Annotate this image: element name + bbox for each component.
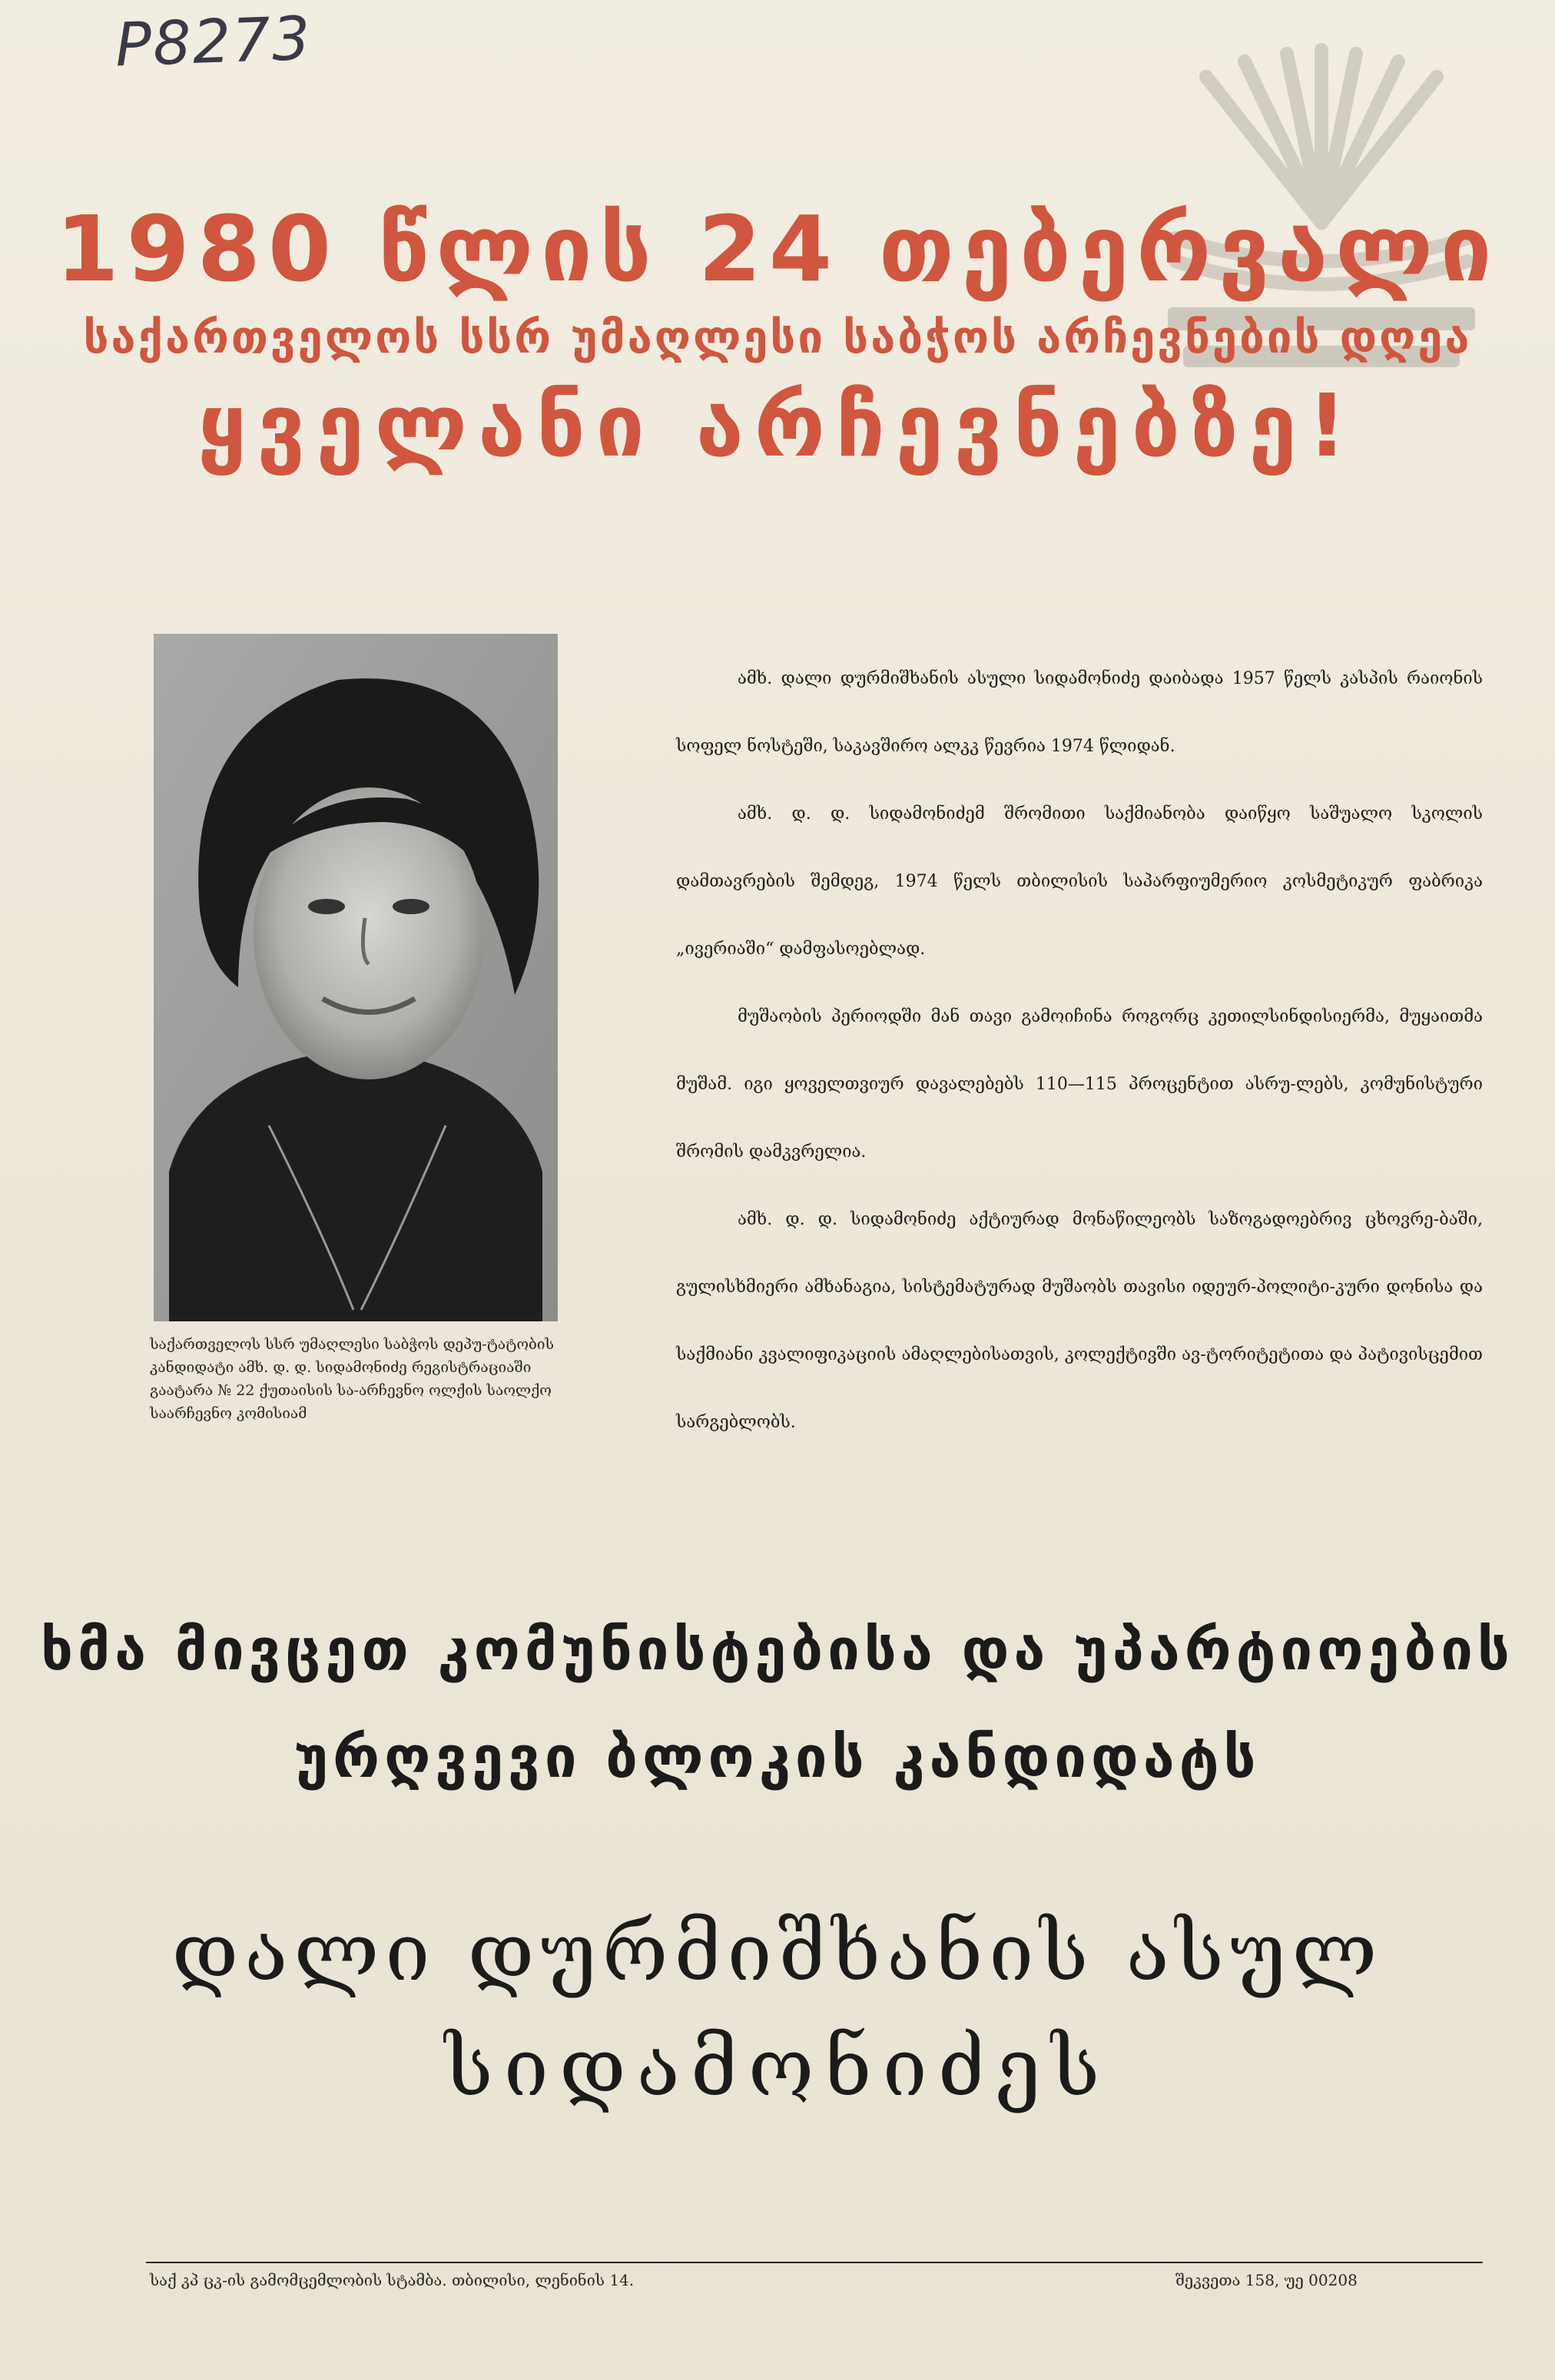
- printer-imprint: საქ კპ ცკ-ის გამომცემლობის სტამბა. თბილისი, ლენინის 14.: [150, 2271, 635, 2289]
- photo-caption: საქართველოს სსრ უმაღლესი საბჭოს დეპუ-ტატობის კანდიდატი ამხ. დ. დ. სიდამონიძე რეგისტრაციაში გაატარა № 22 ქუთაისის სა-არჩევნო ოლქის საოლქო საარჩევნო კომისიამ: [150, 1336, 555, 1422]
- candidate-photo: [154, 634, 558, 1321]
- bio-paragraph: მუშაობის პერიოდში მან თავი გამოიჩინა როგორც კეთილსინდისიერმა, მუყაითმა მუშამ. იგი ყოველთვიურ დავალებებს 110—115 პროცენტით ასრუ-ლებს, კომუნისტური შრომის დამკვრელია.: [676, 1007, 1483, 1162]
- headline-election-day: საქართველოს სსრ უმაღლესი საბჭოს არჩევნების დღეა: [83, 311, 1472, 363]
- archive-number: P8273: [114, 4, 313, 81]
- slogan-line-2: ურღვევი ბლოკის კანდიდატს: [294, 1725, 1261, 1791]
- candidate-name-line-2: სიდამონიძეს: [444, 2020, 1111, 2114]
- bio-paragraph: ამხ. დ. დ. სიდამონიძემ შრომითი საქმიანობა დაიწყო საშუალო სკოლის დამთავრების შემდეგ, 1974 წელს თბილისის საპარფიუმერიო კოსმეტიკურ ფაბრიკა „ივერიაში“ დამფასოებლად.: [676, 804, 1483, 959]
- headline-date: 1980 წლის 24 თებერვალი: [55, 196, 1500, 302]
- bio-paragraph: ამხ. დალი დურმიშხანის ასული სიდამონიძე დაიბადა 1957 წელს კასპის რაიონის სოფელ ნოსტეში, საკავშირო ალკკ წევრია 1974 წლიდან.: [676, 669, 1483, 756]
- order-number: შეკვეთა 158, უე 00208: [1175, 2271, 1358, 2289]
- candidate-biography: [676, 645, 1483, 1457]
- bio-paragraph: ამხ. დ. დ. სიდამონიძე აქტიურად მონაწილეობს საზოგადოებრივ ცხოვრე-ბაში, გულისხმიერი ამხანაგია, სისტემატურად მუშაობს თავისი იდეურ-პოლიტი-კური დონისა და საქმიანი კვალიფიკაციის ამაღლებისათვის, კოლექტივში ავ-ტორიტეტითა და პატივისცემით სარგებლობს.: [676, 1210, 1483, 1432]
- headline-call-to-vote: ყველანი არჩევნებზე!: [197, 376, 1358, 476]
- candidate-name-line-1: დალი დურმიშხანის ასულ: [171, 1905, 1384, 1999]
- slogan-line-1: ხმა მივცეთ კომუნისტებისა და უპარტიოების: [41, 1617, 1514, 1683]
- footer-divider: [146, 2262, 1483, 2263]
